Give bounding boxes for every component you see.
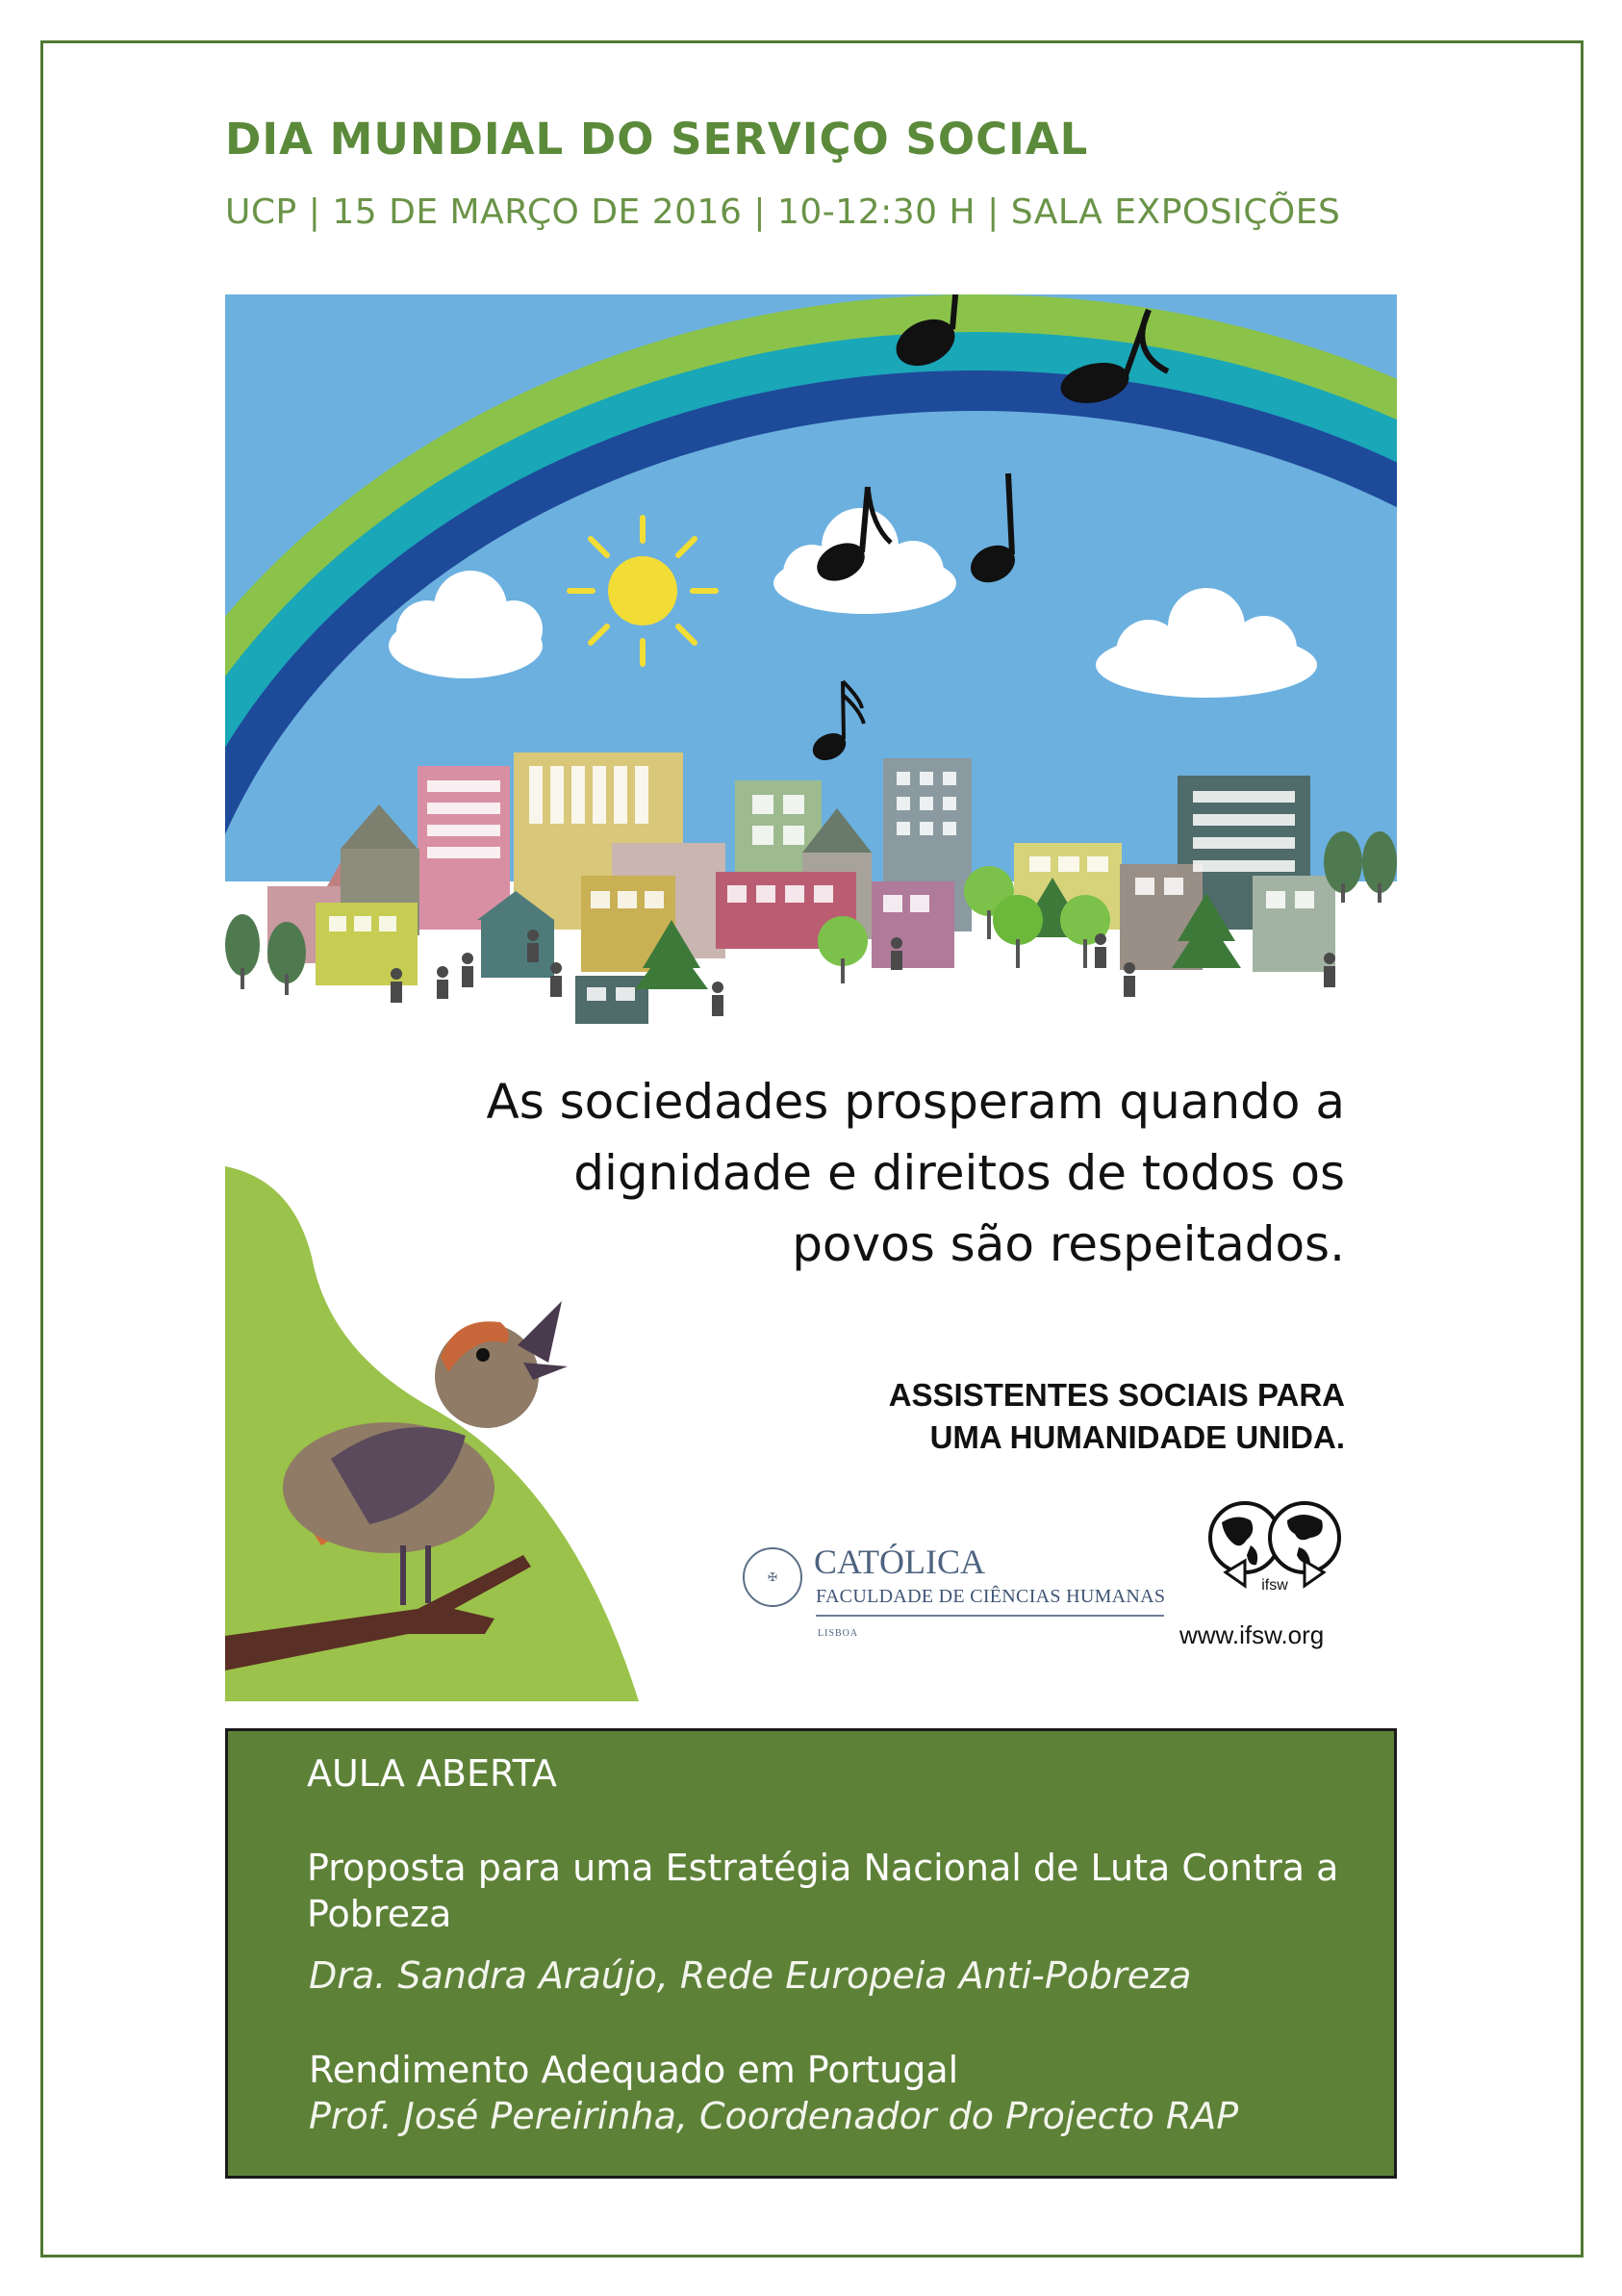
event-room: SALA EXPOSIÇÕES (1010, 192, 1341, 232)
sun-icon (570, 518, 716, 664)
talk-title: Proposta para uma Estratégia Nacional de Luta Contra a Pobreza (307, 1847, 1339, 1935)
tagline (287, 1066, 1345, 1280)
tagline-line: dignidade e direitos de todos os (573, 1145, 1345, 1201)
ifsw-logo (1203, 1493, 1347, 1599)
ifsw-link[interactable]: www.ifsw.org (1179, 1620, 1325, 1649)
event-title: DIA MUNDIAL DO SERVIÇO SOCIAL (225, 114, 1089, 165)
program-panel (225, 1728, 1397, 2179)
catolica-city: LISBOA (818, 1628, 859, 1639)
catolica-seal-icon: ✠ (743, 1547, 802, 1607)
slogan (672, 1374, 1345, 1459)
tagline-line: As sociedades prosperam quando a (486, 1074, 1345, 1130)
talk-title: Rendimento Adequado em Portugal (309, 2049, 959, 2091)
event-date: 15 DE MARÇO DE 2016 (332, 192, 743, 232)
tagline-line: povos são respeitados. (792, 1216, 1345, 1272)
ifsw-logo-label: ifsw (1261, 1577, 1288, 1594)
event-venue: UCP (225, 192, 297, 232)
event-time: 10-12:30 H (777, 192, 976, 232)
talk-speaker: Dra. Sandra Araújo, Rede Europeia Anti-Pobreza (309, 1954, 1192, 1997)
slogan-line: UMA HUMANIDADE UNIDA. (929, 1419, 1345, 1455)
event-info (225, 192, 1340, 232)
info-separator: | (753, 192, 766, 232)
talk-speaker: Prof. José Pereirinha, Coordenador do Projecto RAP (309, 2095, 1239, 2137)
catolica-faculty: FACULDADE DE CIÊNCIAS HUMANAS (816, 1586, 1166, 1607)
program-heading: AULA ABERTA (307, 1752, 557, 1795)
slogan-line: ASSISTENTES SOCIAIS PARA (888, 1377, 1345, 1413)
catolica-divider (816, 1615, 1164, 1617)
poster-illustration (225, 294, 1397, 1701)
catolica-name: CATÓLICA (814, 1543, 985, 1581)
info-separator: | (308, 192, 321, 232)
catolica-logo (743, 1543, 1195, 1649)
info-separator: | (987, 192, 1000, 232)
